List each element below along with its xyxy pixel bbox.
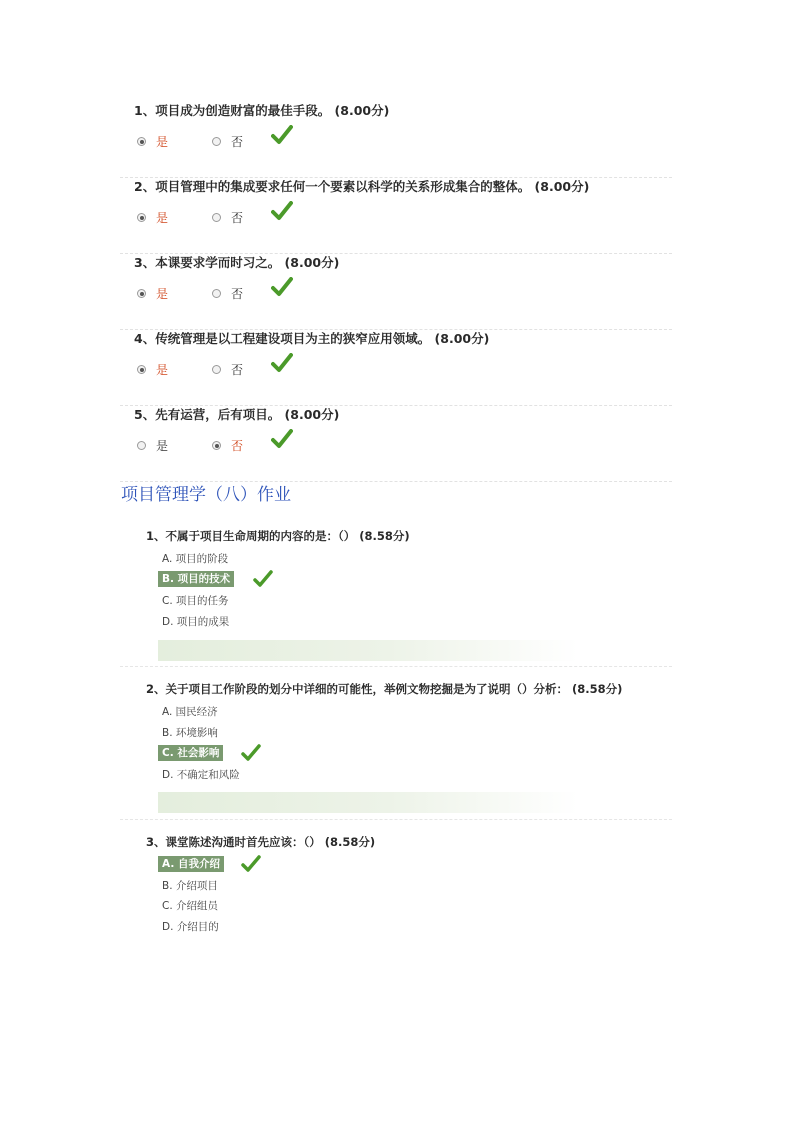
checkmark-icon (241, 744, 261, 762)
question-label: 2、关于项目工作阶段的划分中详细的可能性，举例文物挖掘是为了说明（）分析： (8.58分) (146, 682, 623, 696)
option-no[interactable] (212, 437, 243, 454)
option-label: 是 (156, 135, 169, 149)
question-label: 3、本课要求学而时习之。 (8.00分) (134, 255, 340, 270)
option-no[interactable] (212, 209, 243, 226)
checkmark-icon (253, 570, 273, 588)
option-no[interactable] (212, 285, 243, 302)
radio-button[interactable] (137, 137, 146, 146)
option-label: 否 (231, 211, 244, 225)
tf-question-3 (120, 253, 672, 330)
option-d[interactable]: D. 项目的成果 (162, 616, 230, 628)
feedback-bar (158, 640, 578, 661)
option-c[interactable]: C. 介绍组员 (162, 900, 219, 912)
option-label: 否 (231, 363, 244, 377)
radio-button[interactable] (212, 213, 221, 222)
feedback-bar (158, 792, 578, 813)
option-a[interactable]: A. 项目的阶段 (162, 553, 229, 565)
question-label: 1、项目成为创造财富的最佳手段。 (8.00分) (134, 103, 390, 118)
radio-button[interactable] (212, 137, 221, 146)
question-label: 4、传统管理是以工程建设项目为主的狭窄应用领域。 (8.00分) (134, 331, 490, 346)
option-yes[interactable] (137, 133, 168, 150)
mc-question-3 (120, 834, 672, 944)
option-label: 是 (156, 211, 169, 225)
option-b[interactable]: B. 介绍项目 (162, 880, 218, 892)
option-d[interactable]: D. 介绍目的 (162, 921, 219, 933)
radio-button[interactable] (212, 289, 221, 298)
tf-question-5 (120, 405, 672, 482)
question-label: 5、先有运营，后有项目。 (8.00分) (134, 407, 340, 422)
option-a[interactable]: A. 自我介绍 (158, 856, 224, 872)
option-yes[interactable] (137, 285, 168, 302)
question-label: 3、课堂陈述沟通时首先应该：（） (8.58分) (146, 835, 376, 849)
option-d[interactable]: D. 不确定和风险 (162, 769, 240, 781)
radio-button[interactable] (137, 365, 146, 374)
section-title: 项目管理学（八）作业 (121, 485, 291, 505)
option-no[interactable] (212, 133, 243, 150)
checkmark-icon (271, 125, 293, 145)
option-no[interactable] (212, 361, 243, 378)
divider (120, 666, 672, 667)
question-label: 1、不属于项目生命周期的内容的是：（） (8.58分) (146, 529, 410, 543)
radio-button[interactable] (137, 213, 146, 222)
option-yes[interactable] (137, 209, 168, 226)
option-yes[interactable] (137, 361, 168, 378)
checkmark-icon (271, 353, 293, 373)
question-label: 2、项目管理中的集成要求任何一个要素以科学的关系形成集合的整体。 (8.00分) (134, 179, 590, 194)
mc-question-2 (120, 681, 672, 821)
option-b[interactable]: B. 环境影响 (162, 727, 218, 739)
option-yes[interactable] (137, 437, 168, 454)
option-a[interactable]: A. 国民经济 (162, 706, 218, 718)
radio-button[interactable] (212, 365, 221, 374)
checkmark-icon (271, 429, 293, 449)
option-label: 是 (156, 363, 169, 377)
tf-question-2 (120, 177, 672, 254)
radio-button[interactable] (212, 441, 221, 450)
divider (120, 819, 672, 820)
option-label: 否 (231, 135, 244, 149)
mc-question-1 (120, 528, 672, 668)
option-label: 是 (156, 439, 169, 453)
tf-question-1 (120, 101, 672, 178)
option-c[interactable]: C. 社会影响 (158, 745, 223, 761)
checkmark-icon (271, 277, 293, 297)
checkmark-icon (241, 855, 261, 873)
checkmark-icon (271, 201, 293, 221)
radio-button[interactable] (137, 289, 146, 298)
tf-question-4 (120, 329, 672, 406)
option-c[interactable]: C. 项目的任务 (162, 595, 229, 607)
option-b[interactable]: B. 项目的技术 (158, 571, 234, 587)
option-label: 否 (231, 287, 244, 301)
option-label: 否 (231, 439, 244, 453)
option-label: 是 (156, 287, 169, 301)
radio-button[interactable] (137, 441, 146, 450)
